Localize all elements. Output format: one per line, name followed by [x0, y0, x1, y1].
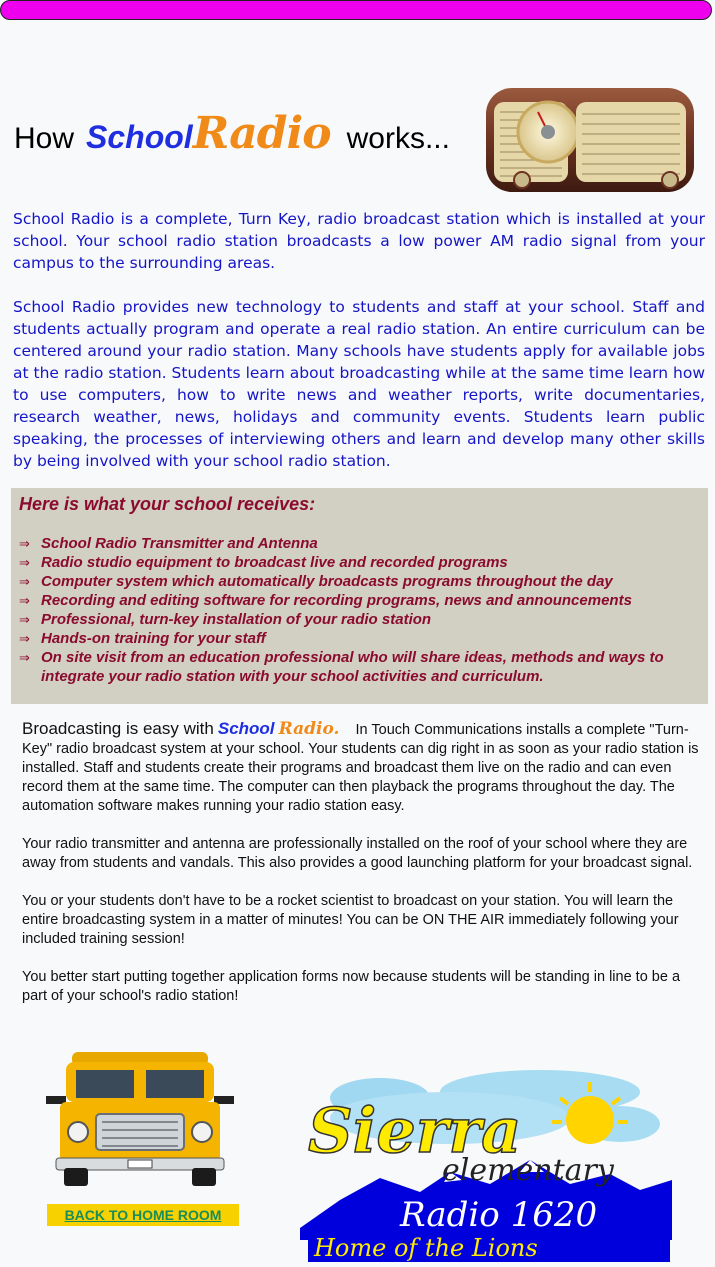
broadcasting-radio: Radio. [278, 719, 340, 739]
broadcasting-paragraph: You better start putting together application forms now because students will be standing in line to be a part of your school's radio station! [22, 969, 681, 1004]
back-to-home-button[interactable]: BACK TO HOME ROOM [47, 1204, 239, 1226]
list-item [19, 610, 699, 629]
list-item [19, 553, 699, 572]
arrow-icon: ⇒ [19, 555, 30, 570]
broadcasting-section [22, 719, 706, 1025]
top-banner-bar [0, 0, 712, 20]
intro-paragraph: School Radio is a complete, Turn Key, radio broadcast station which is installed at your school. Your school radio station broadcasts a low power AM radio signal from your campus to the surrounding areas. [13, 210, 705, 272]
list-item-text: Computer system which automatically broadcasts programs throughout the day [41, 573, 613, 590]
title-school: School [86, 119, 193, 155]
arrow-icon: ⇒ [19, 536, 30, 551]
arrow-icon: ⇒ [19, 574, 30, 589]
arrow-icon: ⇒ [19, 612, 30, 627]
broadcasting-text: In Touch Communications installs a complete "Turn-Key" radio broadcast system at your school. Your students can dig right in as soon as your radio station is installed. Staff and students create their programs and broadcast them live on the radio and can even record them at the same time. The computer can then playback the programs throughout the day. The automation software makes running your radio station easy. [22, 722, 699, 814]
title-works: works... [346, 122, 450, 155]
list-item [19, 648, 699, 686]
list-item-text: School Radio Transmitter and Antenna [41, 535, 318, 552]
broadcasting-paragraph [22, 719, 706, 816]
sierra-radio-logo [300, 1068, 672, 1264]
list-item [19, 534, 699, 553]
list-item [19, 629, 699, 648]
list-item-text: Radio studio equipment to broadcast live and recorded programs [41, 554, 508, 571]
broadcasting-lead: Broadcasting is easy with [22, 719, 214, 738]
arrow-icon: ⇒ [19, 631, 30, 646]
receives-panel [11, 488, 708, 704]
broadcasting-school: School [217, 719, 275, 738]
page-title [14, 108, 450, 159]
list-item-text: Professional, turn-key installation of your radio station [41, 611, 432, 628]
intro-section [13, 208, 705, 494]
receives-list [19, 534, 699, 686]
broadcasting-paragraph: Your radio transmitter and antenna are professionally installed on the roof of your school where they are away from students and vandals. This also provides a good launching platform for your broadcast signal. [22, 836, 693, 871]
intro-paragraph: School Radio provides new technology to students and staff at your school. Staff and students actually program and operate a real radio station. An entire curriculum can be centered around your radio station. Many schools have students apply for available jobs at the radio station. Students learn about broadcasting while at the same time learn how to use computers, how to write news and weather reports, write documentaries, research weather, news, holidays and community events. Students learn public speaking, the processes of interviewing others and learn and develop many other skills by being involved with your school radio station. [13, 298, 705, 470]
school-bus-icon [46, 1050, 234, 1188]
logo-sierra: Sierra [308, 1094, 522, 1167]
list-item [19, 591, 699, 610]
receives-heading: Here is what your school receives: [19, 494, 316, 514]
list-item-text: Hands-on training for your staff [41, 630, 266, 647]
title-how: How [14, 122, 75, 155]
logo-radio: Radio 1620 [400, 1195, 598, 1235]
arrow-icon: ⇒ [19, 593, 30, 608]
list-item-text: Recording and editing software for recording programs, news and announcements [41, 592, 632, 609]
list-item [19, 572, 699, 591]
vintage-radio-icon [484, 84, 696, 200]
list-item-text: On site visit from an education professional who will share ideas, methods and ways to integrate your radio station with your school activities and curriculum. [41, 649, 664, 685]
logo-tagline: Home of the Lions [314, 1234, 538, 1262]
logo-elementary: elementary [442, 1153, 614, 1188]
arrow-icon: ⇒ [19, 650, 30, 665]
broadcasting-paragraph: You or your students don't have to be a rocket scientist to broadcast on your station. You will learn the entire broadcasting system in a matter of minutes! You can be ON THE AIR immediately following your included training session! [22, 893, 679, 947]
title-radio: Radio [192, 108, 331, 159]
